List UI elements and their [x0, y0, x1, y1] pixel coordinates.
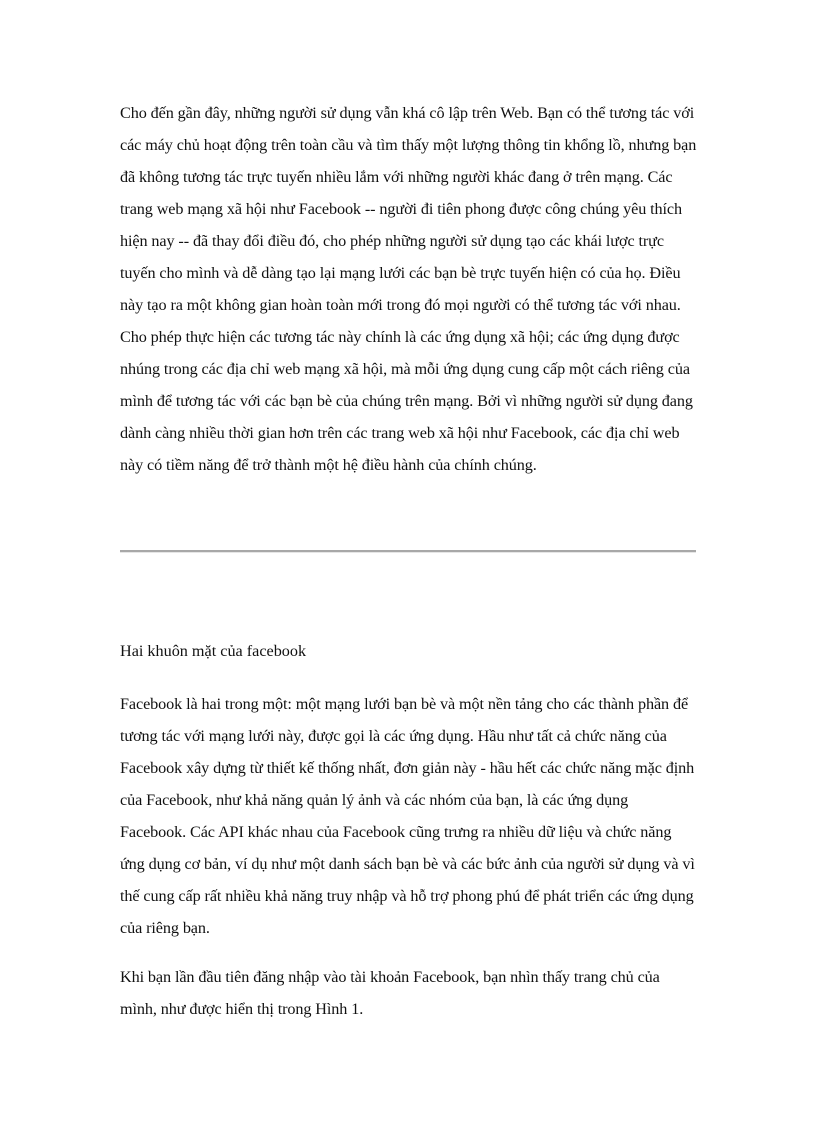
section-heading: Hai khuôn mặt của facebook — [120, 642, 307, 660]
section-paragraph-2: Khi bạn lần đầu tiên đăng nhập vào tài khoản Facebook, bạn nhìn thấy trang chủ của mình, như được hiển thị trong Hình 1. — [120, 968, 660, 1018]
section-closing — [120, 961, 698, 1025]
intro-section — [120, 97, 698, 481]
intro-paragraph: Cho đến gần đây, những người sử dụng vẫn khá cô lập trên Web. Bạn có thể tương tác với các máy chủ hoạt động trên toàn cầu và tìm thấy một lượng thông tin khổng lồ, nhưng bạn đã không tương tác trực tuyến nhiều lắm với những người khác đang ở trên mạng. Các trang web mạng xã hội như Facebook -- người đi tiên phong được công chúng yêu thích hiện nay -- đã thay đổi điều đó, cho phép những người sử dụng tạo các khái lược trực tuyến cho mình và dễ dàng tạo lại mạng lưới các bạn bè trực tuyến hiện có của họ. Điều này tạo ra một không gian hoàn toàn mới trong đó mọi người có thể tương tác với nhau. Cho phép thực hiện các tương tác này chính là các ứng dụng xã hội; các ứng dụng được nhúng trong các địa chỉ web mạng xã hội, mà mỗi ứng dụng cung cấp một cách riêng của mình để tương tác với các bạn bè của chúng trên mạng. Bởi vì những người sử dụng đang dành càng nhiều thời gian hơn trên các trang web xã hội như Facebook, các địa chỉ web này có tiềm năng để trở thành một hệ điều hành của chính chúng. — [120, 104, 697, 474]
section-paragraph-1: Facebook là hai trong một: một mạng lưới bạn bè và một nền tảng cho các thành phần để tương tác với mạng lưới này, được gọi là các ứng dụng. Hầu như tất cả chức năng của Facebook xây dựng từ thiết kế thống nhất, đơn giản này - hầu hết các chức năng mặc định của Facebook, như khả năng quản lý ảnh và các nhóm của bạn, là các ứng dụng Facebook. Các API khác nhau của Facebook cũng trưng ra nhiều dữ liệu và chức năng ứng dụng cơ bản, ví dụ như một danh sách bạn bè và các bức ảnh của người sử dụng và vì thế cung cấp rất nhiều khả năng truy nhập và hỗ trợ phong phú để phát triển các ứng dụng của riêng bạn. — [120, 695, 695, 937]
horizontal-divider — [120, 550, 696, 553]
section-body — [120, 688, 698, 944]
